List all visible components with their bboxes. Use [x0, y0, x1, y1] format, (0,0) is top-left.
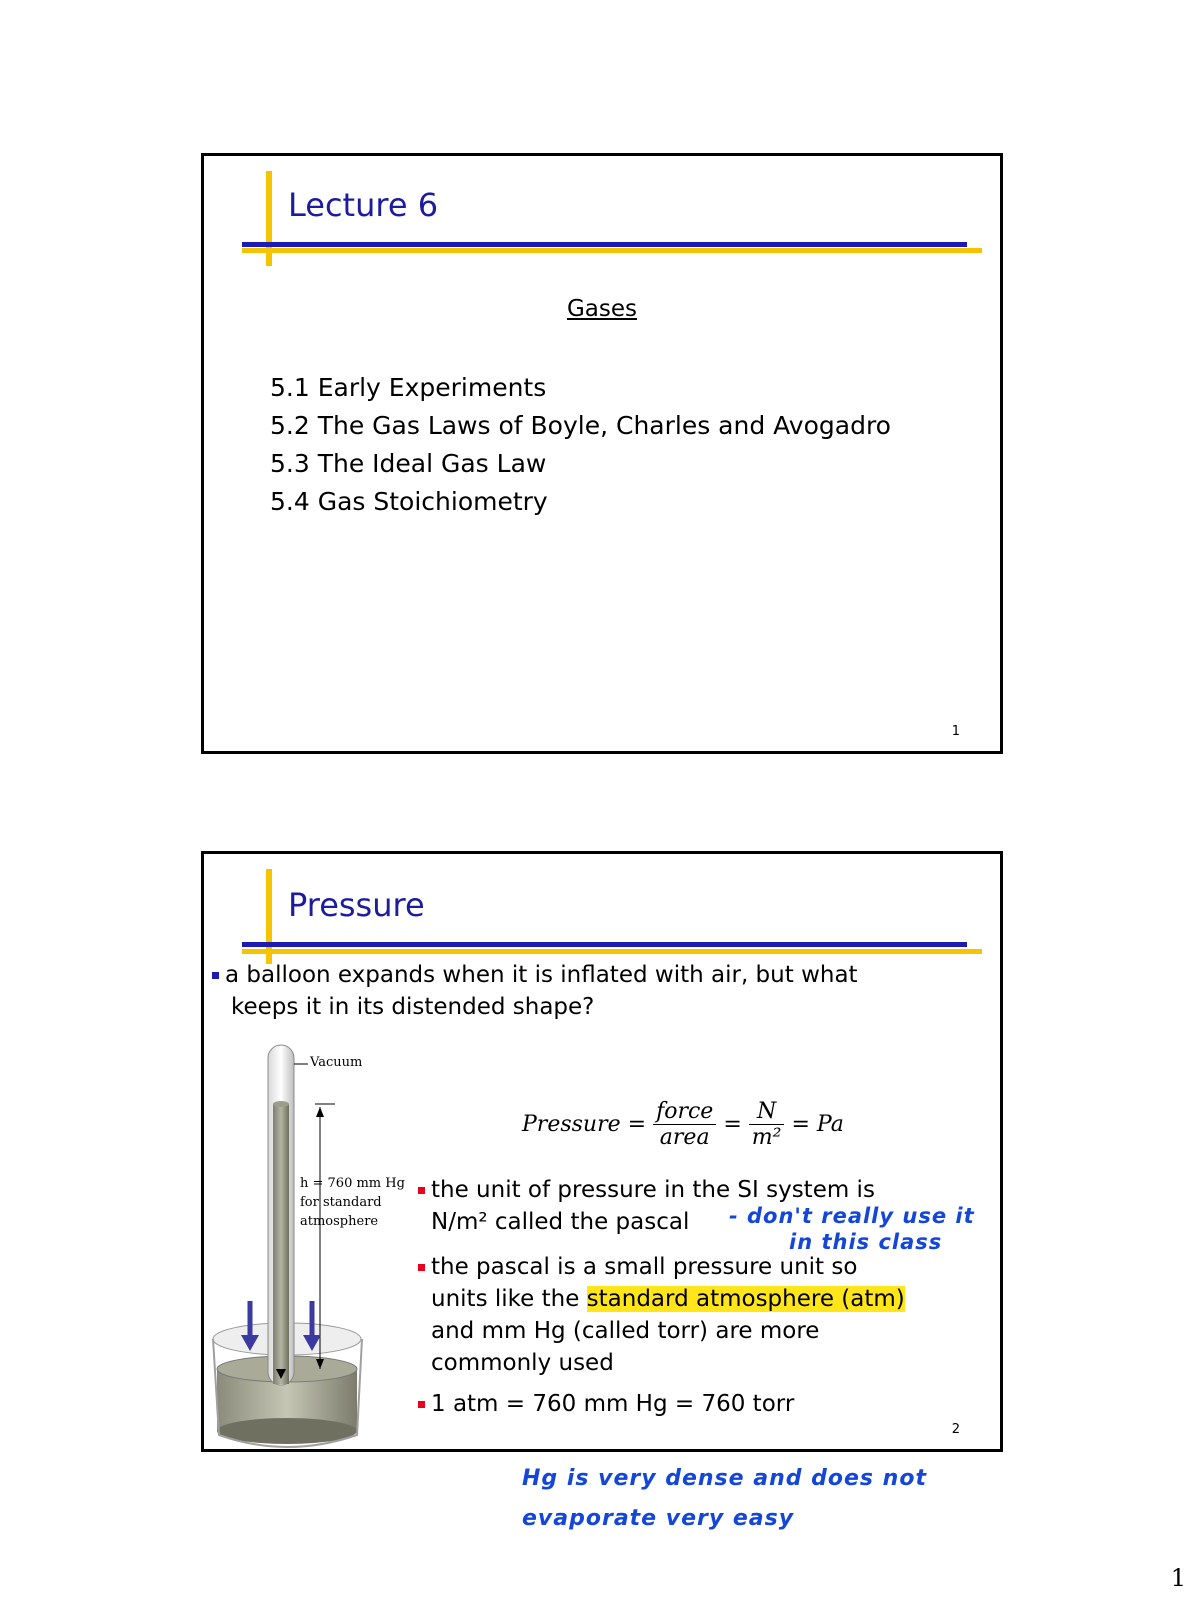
slide-number: 1 — [951, 724, 960, 739]
bullet-text: keeps it in its distended shape? — [231, 994, 595, 1020]
barometer-figure — [210, 1039, 410, 1451]
highlighted-text: standard atmosphere (atm) — [586, 1286, 905, 1312]
handwritten-note: - don't really use it — [729, 1204, 975, 1228]
handwritten-note: evaporate very easy — [522, 1506, 795, 1531]
bullet-text: units like the — [431, 1286, 580, 1312]
bullet-square-icon — [212, 972, 219, 979]
title-accent-yellow-rule — [242, 949, 982, 954]
title-blue-rule — [242, 242, 967, 247]
handwritten-note: in this class — [789, 1230, 943, 1254]
formula-denominator: m² — [751, 1125, 782, 1150]
slide-title: Lecture 6 — [288, 186, 439, 224]
formula-numerator: force — [653, 1099, 716, 1125]
formula-equals: = — [723, 1112, 742, 1137]
bullet-balloon — [212, 959, 972, 1023]
bullet-square-icon — [418, 1264, 425, 1271]
bullet-text: commonly used — [431, 1350, 614, 1376]
title-blue-rule — [242, 942, 967, 947]
formula-denominator: area — [659, 1125, 710, 1150]
bullet-text: the unit of pressure in the SI system is — [431, 1177, 875, 1203]
outline-item: 5.1 Early Experiments — [270, 373, 547, 402]
outline-item: 5.3 The Ideal Gas Law — [270, 449, 547, 478]
pressure-formula — [522, 1099, 844, 1150]
slide-title: Pressure — [288, 886, 425, 924]
formula-equals: = — [791, 1112, 810, 1137]
outline-item: 5.4 Gas Stoichiometry — [270, 487, 548, 516]
formula-equals: = — [627, 1112, 647, 1137]
formula-numerator: N — [749, 1099, 785, 1125]
formula-lhs: Pressure — [522, 1112, 621, 1137]
vacuum-label: Vacuum — [310, 1055, 363, 1070]
bullet-pascal — [418, 1251, 958, 1379]
bullet-square-icon — [418, 1187, 425, 1194]
bullet-atm — [418, 1388, 958, 1420]
height-label-line: atmosphere — [300, 1214, 379, 1229]
formula-rhs: Pa — [816, 1112, 844, 1137]
bullet-text: a balloon expands when it is inflated with air, but what — [225, 962, 858, 988]
outline-item: 5.2 The Gas Laws of Boyle, Charles and Avogadro — [270, 411, 891, 440]
height-label-line: h = 760 mm Hg — [300, 1176, 405, 1191]
bullet-square-icon — [418, 1401, 425, 1408]
outline-list — [270, 369, 891, 521]
bullet-text: the pascal is a small pressure unit so — [431, 1254, 858, 1280]
title-accent-yellow-rule — [242, 248, 982, 253]
slide-2 — [201, 851, 1003, 1452]
bullet-text: and mm Hg (called torr) are more — [431, 1318, 820, 1344]
page-number: 1 — [1170, 1564, 1186, 1592]
handwritten-note: Hg is very dense and does not — [522, 1466, 927, 1491]
slide-subtitle: Gases — [566, 296, 638, 322]
slide-1 — [201, 153, 1003, 754]
bullet-text: 1 atm = 760 mm Hg = 760 torr — [431, 1391, 795, 1417]
height-label — [300, 1174, 405, 1231]
slide-number: 2 — [951, 1422, 960, 1437]
height-label-line: for standard — [300, 1195, 382, 1210]
bullet-text: N/m² called the pascal — [431, 1209, 690, 1235]
